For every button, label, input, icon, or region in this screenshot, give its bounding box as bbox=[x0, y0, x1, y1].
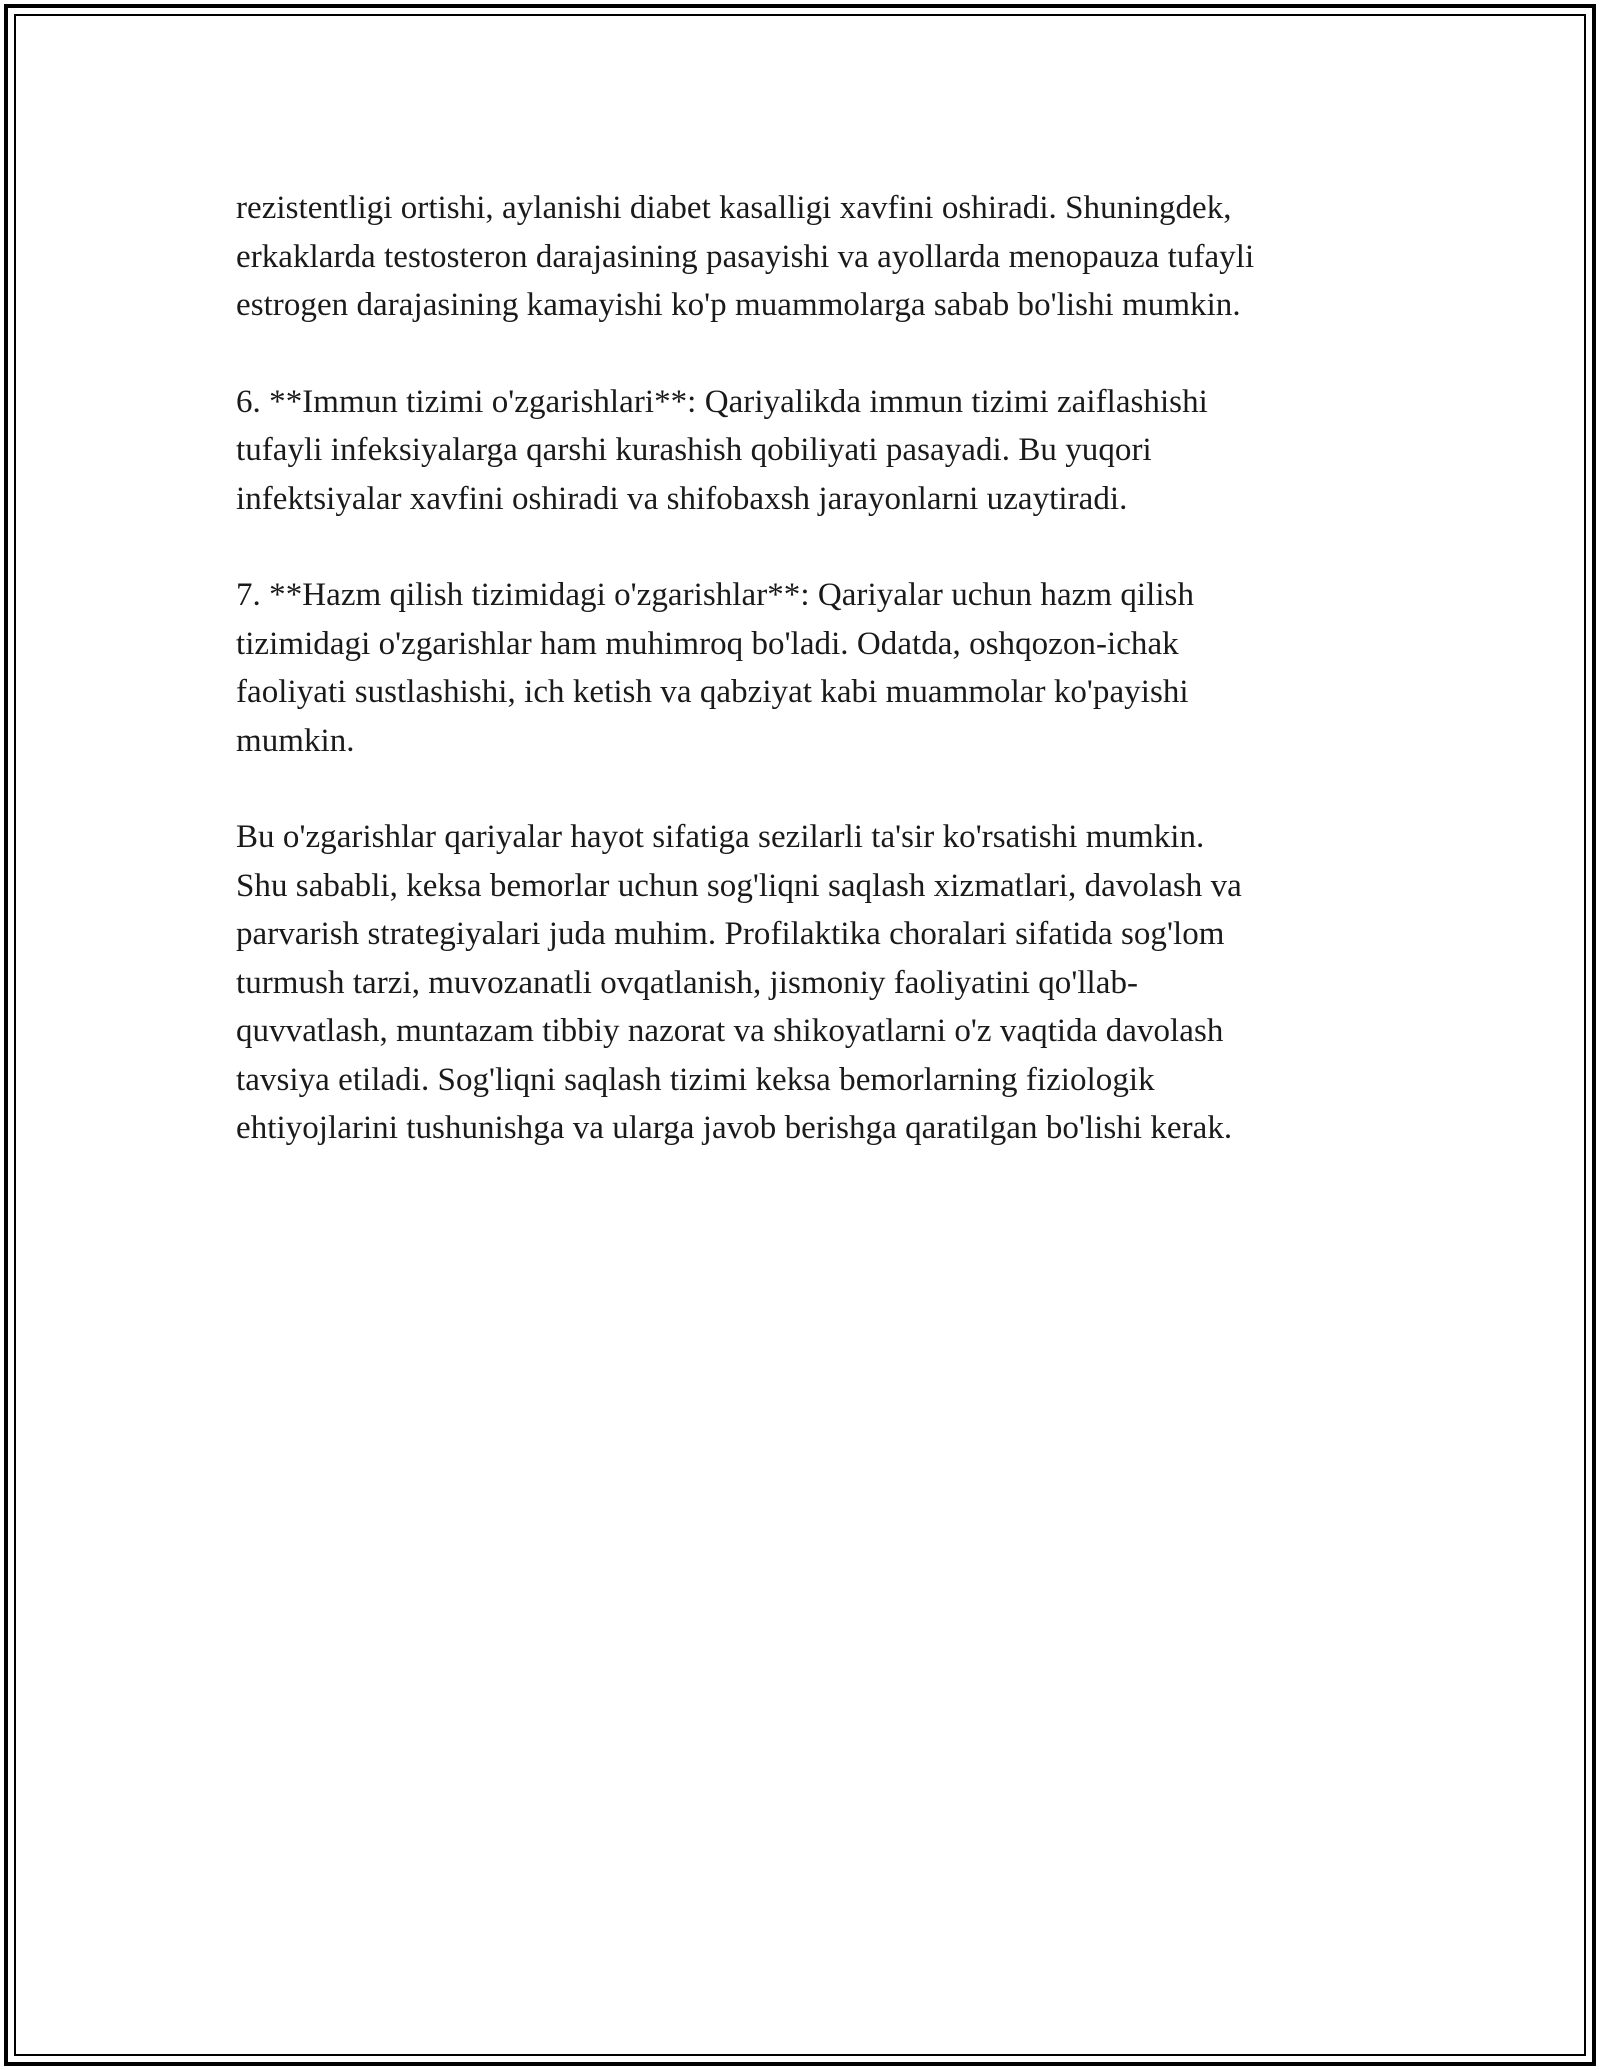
text-line: parvarish strategiyalari juda muhim. Profilaktika choralari sifatida sog'lom bbox=[236, 916, 1225, 952]
paragraph-digestive-system bbox=[236, 571, 1376, 765]
text-line: infektsiyalar xavfini oshiradi va shifobaxsh jarayonlarni uzaytiradi. bbox=[236, 480, 1128, 517]
text-line: 6. **Immun tizimi o'zgarishlari**: Qariyalikda immun tizimi zaiflashishi bbox=[236, 383, 1208, 420]
text-line: mumkin. bbox=[236, 722, 355, 759]
text-line: 7. **Hazm qilish tizimidagi o'zgarishlar**: Qariyalar uchun hazm qilish bbox=[236, 577, 1195, 613]
text-line: faoliyati sustlashishi, ich ketish va qabziyat kabi muammolar ko'payishi bbox=[236, 674, 1189, 710]
text-line: tufayli infeksiyalarga qarshi kurashish qobiliyati pasayadi. Bu yuqori bbox=[236, 432, 1152, 468]
text-line: rezistentligi ortishi, aylanishi diabet kasalligi xavfini oshiradi. Shuningdek, bbox=[236, 190, 1232, 226]
text-line: quvvatlash, muntazam tibbiy nazorat va shikoyatlarni o'z vaqtida davolash bbox=[236, 1013, 1224, 1049]
paragraph-immune-system bbox=[236, 378, 1376, 524]
document-body bbox=[236, 184, 1376, 1201]
text-line: ehtiyojlarini tushunishga va ularga javob berishga qaratilgan bo'lishi kerak. bbox=[236, 1110, 1233, 1146]
text-line: Shu sababli, keksa bemorlar uchun sog'liqni saqlash xizmatlari, davolash va bbox=[236, 867, 1242, 904]
paragraph-conclusion bbox=[236, 813, 1376, 1153]
text-line: tizimidagi o'zgarishlar ham muhimroq bo'ladi. Odatda, oshqozon-ichak bbox=[236, 625, 1179, 662]
text-line: tavsiya etiladi. Sog'liqni saqlash tizimi keksa bemorlarning fiziologik bbox=[236, 1061, 1155, 1098]
paragraph-hormonal-changes bbox=[236, 184, 1376, 330]
text-line: turmush tarzi, muvozanatli ovqatlanish, jismoniy faoliyatini qo'llab- bbox=[236, 964, 1139, 1001]
text-line: erkaklarda testosteron darajasining pasayishi va ayollarda menopauza tufayli bbox=[236, 238, 1255, 275]
text-line: Bu o'zgarishlar qariyalar hayot sifatiga sezilarli ta'sir ko'rsatishi mumkin. bbox=[236, 819, 1205, 855]
text-line: estrogen darajasining kamayishi ko'p muammolarga sabab bo'lishi mumkin. bbox=[236, 287, 1241, 323]
